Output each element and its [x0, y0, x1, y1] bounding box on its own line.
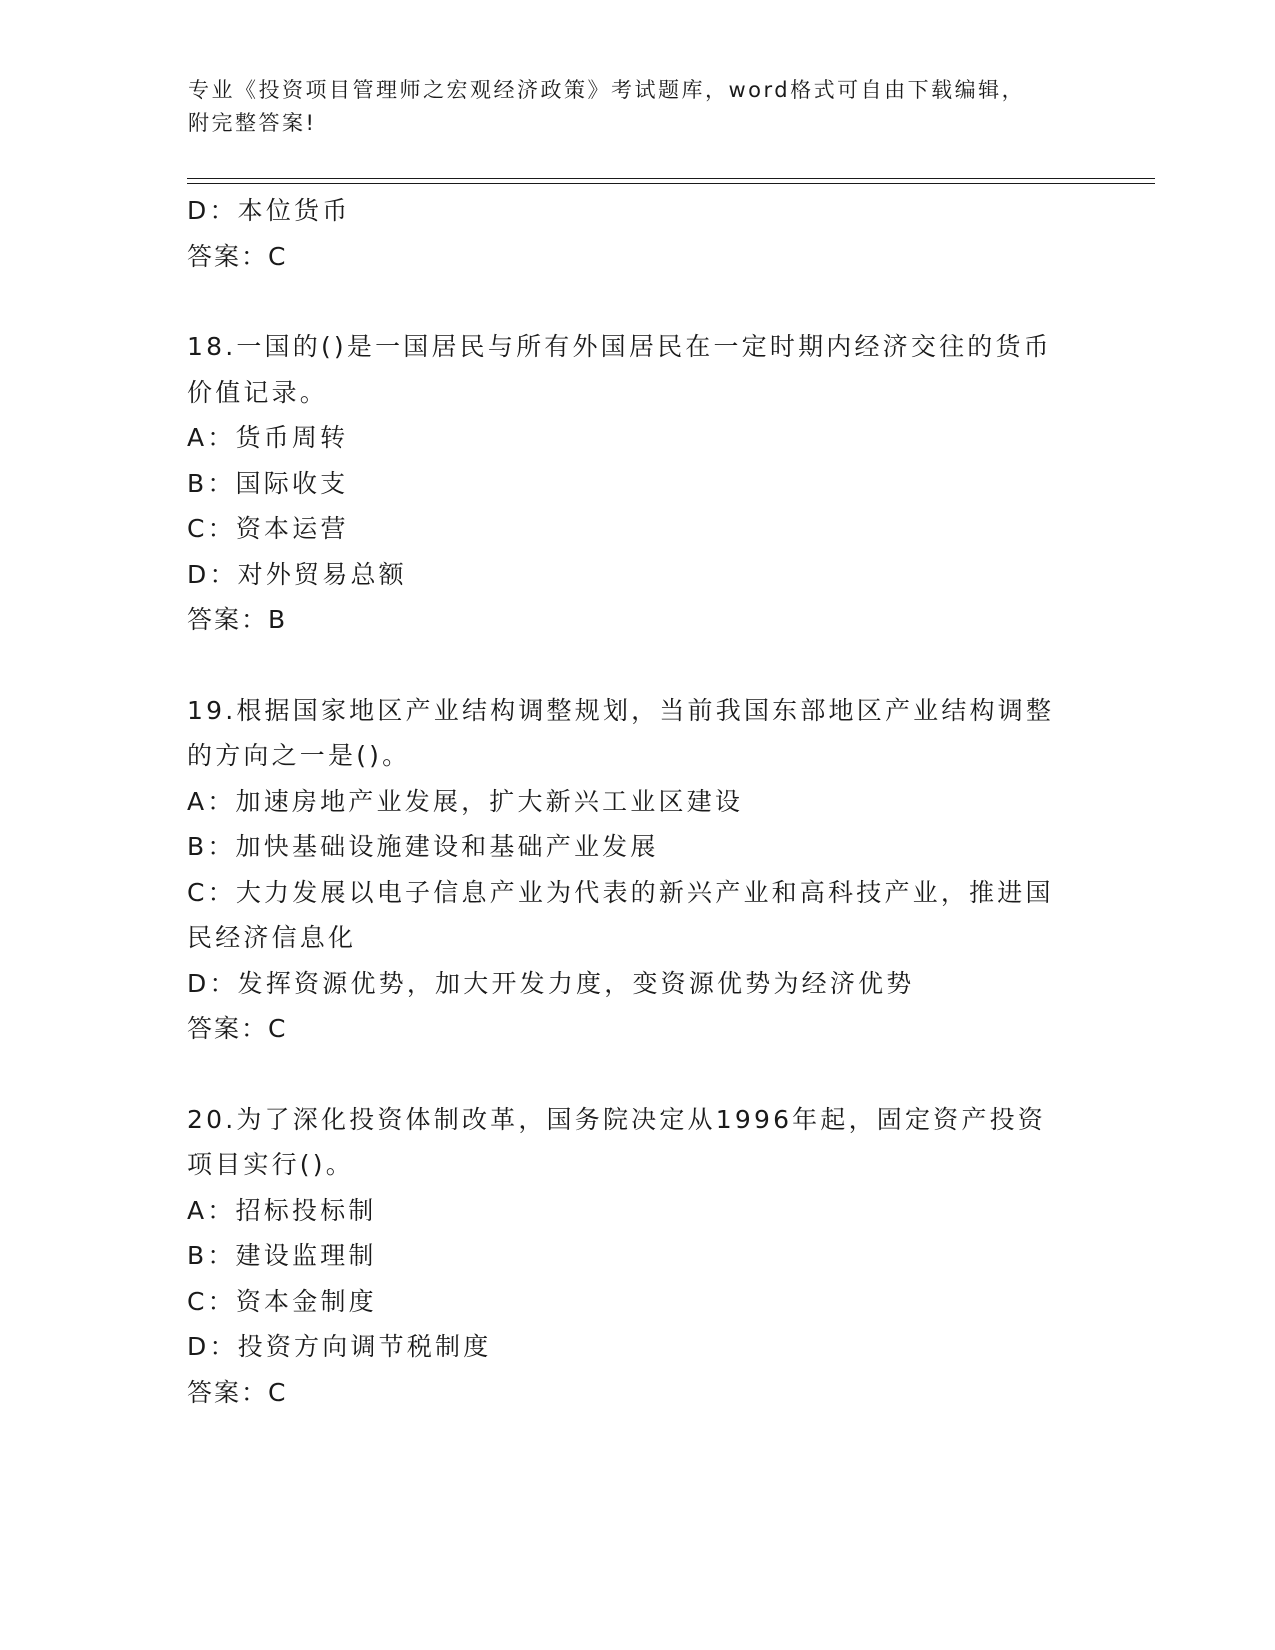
header-line-1: 专业《投资项目管理师之宏观经济政策》考试题库，word格式可自由下载编辑，	[188, 78, 1026, 102]
option-c: C：资本金制度	[187, 1286, 377, 1316]
option-a: A：加速房地产业发展，扩大新兴工业区建设	[187, 786, 744, 816]
option-c: C：大力发展以电子信息产业为代表的新兴产业和高科技产业，推进国民经济信息化	[187, 877, 1054, 952]
option-b: B：加快基础设施建设和基础产业发展	[187, 832, 659, 861]
option-c: C：资本运营	[187, 514, 349, 543]
header-divider-bottom	[187, 183, 1155, 184]
option-d: D：对外贸易总额	[187, 559, 407, 589]
question-20	[187, 1097, 1087, 1416]
question-stem: 18.一国的()是一国居民与所有外国居民在一定时期内经济交往的货币价值记录。	[187, 332, 1052, 407]
prev-question-option-d: D：本位货币	[187, 196, 351, 225]
question-stem: 20.为了深化投资体制改革，国务院决定从1996年起，固定资产投资项目实行()。	[187, 1104, 1046, 1179]
option-d: D：投资方向调节税制度	[187, 1332, 492, 1361]
question-19	[187, 688, 1087, 1052]
option-b: B：建设监理制	[187, 1241, 377, 1270]
option-a: A：招标投标制	[187, 1195, 377, 1225]
page-header	[188, 74, 1068, 140]
question-18	[187, 324, 1087, 643]
question-answer: 答案：C	[187, 1014, 288, 1043]
header-divider-top	[187, 178, 1155, 179]
question-stem: 19.根据国家地区产业结构调整规划，当前我国东部地区产业结构调整的方向之一是()。	[187, 695, 1055, 770]
header-line-2: 附完整答案!	[188, 111, 317, 135]
option-a: A：货币周转	[187, 423, 349, 452]
question-answer: 答案：B	[187, 605, 288, 634]
option-d: D：发挥资源优势，加大开发力度，变资源优势为经济优势	[187, 968, 915, 998]
question-list	[187, 188, 1087, 1415]
question-answer: 答案：C	[187, 1377, 288, 1407]
prev-question-answer: 答案：C	[187, 241, 288, 271]
option-b: B：国际收支	[187, 468, 349, 498]
